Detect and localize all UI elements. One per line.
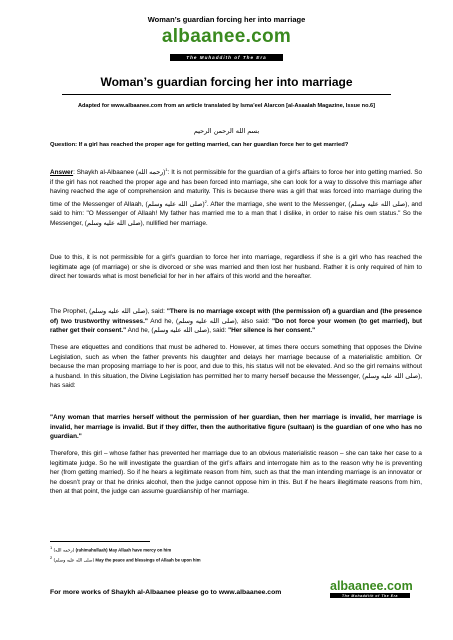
hadith-quote-1: "There is no marriage except with (the permission of) a guardian and (the presence of) two trustworthy witnesses.": [50, 308, 422, 325]
logo-brand: albaanee.com: [161, 26, 292, 47]
hadith-quote-3: "Her silence is her consent.": [228, 327, 316, 334]
footnote-1: $^1$ (رحمه الله) (rahimahullaah) May Allaah have mercy on him: [50, 545, 172, 554]
footer-logo: [330, 579, 413, 598]
basmala: بسم الله الرحمن الرحيم: [193, 127, 260, 135]
answer-lead: Answer: [50, 169, 74, 177]
answer-text-3: . After the marriage, she went to the Messenger, (صلى الله عليه وسلم), and said to him: "O Messenger of Allaah! My father has married me to a man that I dislike, in order to raise his own status." So the Messenger, (صلى الله عليه وسلم), nullified her marriage.: [50, 200, 422, 227]
paragraph-2: Due to this, it is not permissible for a girl’s guardian to force her into marriage, regardless if she is a girl who has reached the legitimate age (of marriage) or she is divorced or she was married and then lost her husband. Rather it is only required of him to direct her towards what is most beneficial for her in her affairs of this world and the hereafter.: [50, 254, 422, 280]
site-logo: [0, 27, 453, 64]
p3-text-1: The Prophet, (صلى الله عليه وسلم), said:: [50, 308, 167, 315]
footer-text: For more works of Shaykh al-Albaanee please go to www.albaanee.com: [50, 589, 282, 596]
title-divider: [62, 94, 391, 95]
footnote-ref-1: 1: [165, 167, 168, 172]
question: Question: If a girl has reached the proper age for getting married, can her guardian force her to get married?: [50, 142, 349, 148]
p3-text-3: And he, (صلى الله عليه وسلم), said:: [126, 327, 229, 334]
footer-logo-tagline: The Muhaddith of The Era: [330, 593, 410, 598]
p3-text-2: And he, (صلى الله عليه وسلم), also said:: [147, 317, 273, 325]
answer-text-1: : Shaykh al-Albaanee (رحمه الله): [73, 169, 166, 177]
paragraph-3: [50, 307, 422, 336]
page-number-label: [416, 575, 432, 625]
source-line: Adapted for www.albaanee.com from an article translated by Isma’eel Alarcon [al-Asaalah Magazine, Issue no.6]: [77, 103, 376, 109]
hadith-quote-2: "Do not force your women (to get married), but rather get their consent.": [50, 317, 423, 334]
paragraph-4: These are etiquettes and conditions that must be adhered to. However, at times there occurs something that opposes the Divine Legislation, such as when the father prevents his daughter and delays her marriage because of a materialistic ambition. Or because the man proposing marriage to her is poor, and due to this, his status will not be elevated. And so the girl remains without a husband. In this situation, the Divine Legislation has permitted her to marry herself because the Messenger, (صلى الله عليه وسلم), has said:: [50, 344, 423, 389]
answer-text-2: : It is not permissible for the guardian of a girl’s affairs to force her into getting married. So if the girl has not reached the proper age and has been forced into marriage, she can look for a way to dissolve this marriage after having reached the age of comprehension and maturity. This is because there was a girl that was forced into marriage during the time of the Messenger of Allaah, (صلى الله عليه وسلم): [50, 169, 423, 208]
logo-tagline: The Muhaddith of The Era: [170, 54, 282, 61]
article-title: Woman’s guardian forcing her into marriage: [100, 75, 353, 89]
footer-logo-brand: albaanee.com: [330, 579, 413, 593]
footnote-ref-2: 2: [204, 198, 207, 204]
running-head: Woman’s guardian forcing her into marriage: [147, 15, 306, 24]
footnote-divider: [50, 541, 150, 542]
paragraph-answer: [50, 165, 422, 228]
footnotes: [50, 545, 201, 565]
paragraph-5: Therefore, this girl – whose father has prevented her marriage due to an obvious materialistic reason – she can take her case to a legitimate judge. So he will investigate the guardian of the girl’s affairs and interrogate him as to the reason why he is preventing her (from getting married). So if he hears a legitimate reason from him, such as that the man intending marriage is an innovator or he doesn’t pray or that he drinks alcohol, then the judge cannot oppose him in this. But if he hears illegitimate reasons from him, then at that point, the judge can assume guardianship of her marriage.: [50, 450, 422, 495]
hadith-block: "Any woman that marries herself without the permission of her guardian, then her marriage is invalid, her marriage is invalid, her marriage is invalid. But if they differ, then the authoritative figure (sultaan) is the guardian of one who has no guardian.": [50, 414, 422, 440]
footnote-2: $^2$ (صلى الله عليه وسلم) May the peace and blessings of Allaah be upon him: [50, 554, 201, 564]
